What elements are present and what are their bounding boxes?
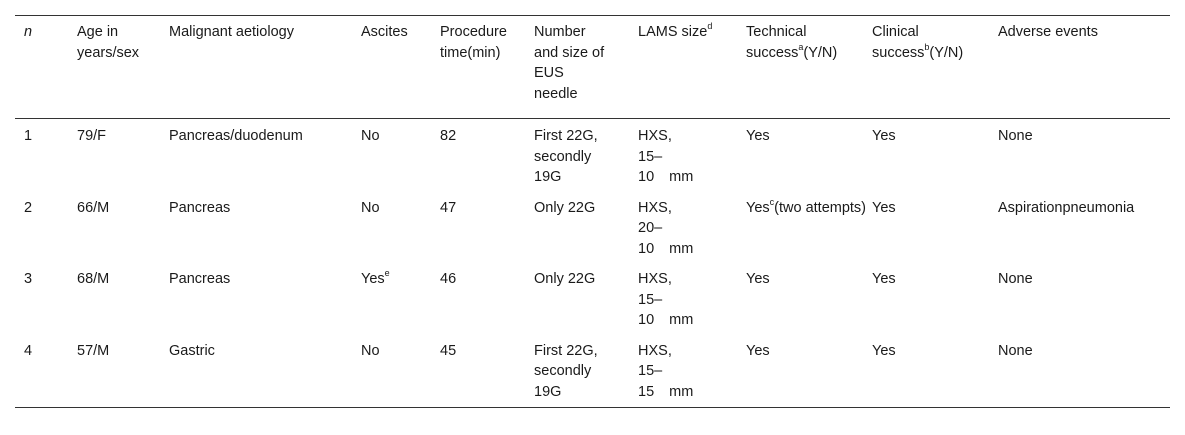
- cell-aetiology: Gastric: [169, 342, 215, 359]
- table-row: [15, 269, 1170, 341]
- table-row: [15, 119, 1170, 198]
- table-row: [15, 198, 1170, 270]
- header-clinical-success: Clinical success$^b$(Y/N): [872, 24, 964, 61]
- cell-n: 4: [24, 342, 33, 359]
- cell-age-sex: 79/F: [77, 128, 107, 144]
- cell-needle: Only 22G: [534, 271, 596, 287]
- cell-aetiology: Pancreas: [169, 199, 231, 216]
- cell-aetiology: Pancreas: [169, 271, 231, 287]
- header-n: n: [24, 24, 33, 40]
- cell-clinical-success: Yes: [872, 199, 896, 216]
- footnote-marker: c: [769, 196, 775, 207]
- cell-procedure-time: 46: [440, 271, 457, 287]
- footnote-marker: b: [924, 41, 930, 52]
- cell-lams-size: HXS, 20– 10 mm: [638, 199, 694, 257]
- cell-ascites: No: [361, 128, 380, 144]
- cell-adverse-events: None: [998, 342, 1033, 359]
- cell-procedure-time: 45: [440, 342, 457, 359]
- cell-technical-success: Yes: [746, 271, 770, 287]
- cell-lams-size: HXS, 15– 15 mm: [638, 342, 694, 400]
- cell-lams-size: HXS, 15– 10 mm: [638, 128, 694, 185]
- cell-age-sex: 68/M: [77, 271, 110, 287]
- header-aetiology: Malignant aetiology: [169, 24, 294, 40]
- cell-ascites: No: [361, 199, 380, 216]
- footnote-marker: a: [798, 41, 804, 52]
- footnote-marker: e: [384, 268, 390, 279]
- cell-clinical-success: Yes: [872, 128, 896, 144]
- cell-age-sex: 66/M: [77, 199, 110, 216]
- cell-clinical-success: Yes: [872, 342, 896, 359]
- header-needle: Number and size of EUS needle: [534, 24, 605, 102]
- cell-adverse-events: None: [998, 271, 1033, 287]
- cell-n: 1: [24, 128, 33, 144]
- results-table: [15, 15, 1170, 408]
- cell-technical-success: Yes: [746, 128, 770, 144]
- cell-procedure-time: 47: [440, 199, 457, 216]
- cell-ascites: No: [361, 342, 380, 359]
- cell-adverse-events: None: [998, 128, 1033, 144]
- header-adverse-events: Adverse events: [998, 24, 1098, 40]
- cell-n: 3: [24, 271, 33, 287]
- cell-technical-success: Yes: [746, 342, 770, 359]
- cell-age-sex: 57/M: [77, 342, 110, 359]
- cell-needle: Only 22G: [534, 199, 596, 216]
- cell-technical-success: Yes$^c$(two attempts): [746, 196, 867, 216]
- results-table-container: [15, 15, 1170, 408]
- cell-ascites: Yes$^e$: [361, 268, 390, 287]
- cell-aetiology: Pancreas/duodenum: [169, 128, 303, 144]
- cell-lams-size: HXS, 15– 10 mm: [638, 271, 694, 328]
- cell-needle: First 22G, secondly 19G: [534, 342, 598, 400]
- cell-needle: First 22G, secondly 19G: [534, 128, 598, 185]
- table-row: [15, 341, 1170, 408]
- cell-adverse-events: Aspirationpneumonia: [998, 199, 1135, 216]
- header-technical-success: Technical success$^a$(Y/N): [746, 24, 838, 61]
- cell-n: 2: [24, 199, 33, 216]
- header-ascites: Ascites: [361, 24, 408, 40]
- footnote-marker: d: [707, 21, 713, 32]
- header-procedure-time: Procedure time(min): [440, 24, 507, 61]
- header-age-sex: Age in years/sex: [77, 24, 140, 61]
- cell-procedure-time: 82: [440, 128, 457, 144]
- header-row: [15, 16, 1170, 119]
- header-lams-size: LAMS size$^d$: [638, 21, 713, 40]
- cell-clinical-success: Yes: [872, 271, 896, 287]
